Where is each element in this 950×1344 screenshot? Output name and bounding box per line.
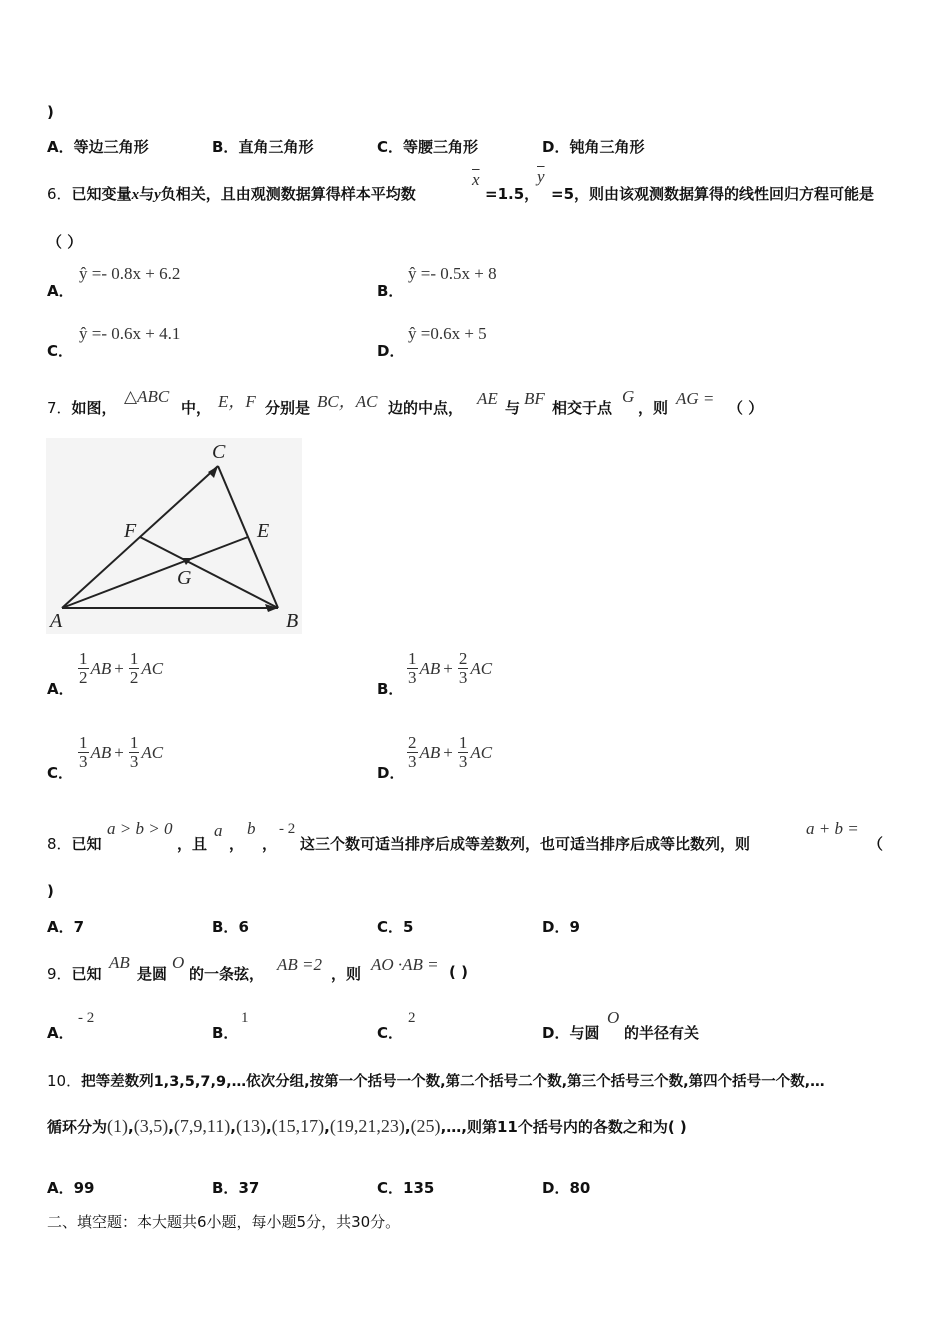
option-letter: B．: [212, 138, 239, 156]
q9-math-o: O: [172, 953, 185, 972]
fraction: $\frac{1}{3}$: [79, 733, 88, 771]
q8-option-a[interactable]: A．7: [47, 918, 85, 936]
label-g: G: [177, 567, 192, 589]
fraction: $\frac{1}{3}$: [458, 733, 468, 771]
q9-option-a-value: - 2: [78, 1010, 95, 1026]
q9-math-ab2: AB =2: [277, 955, 322, 974]
q7-option-b-formula: $\frac{1}{3}$ AB + $\frac{2}{3}$ AC: [408, 649, 493, 687]
q7-option-c-letter[interactable]: C．: [47, 764, 74, 782]
q8-option-b[interactable]: B．6: [212, 918, 249, 936]
option-text: 直角三角形: [238, 138, 314, 156]
group: (13): [235, 1116, 266, 1136]
q6-option-d-letter[interactable]: D．: [377, 342, 405, 360]
group: (25): [410, 1116, 441, 1136]
q7-text: 相交于点: [552, 399, 613, 417]
question-number: 10．: [47, 1072, 82, 1090]
q6-stem-cont2: =5，则由该观测数据算得的线性回归方程可能是: [551, 185, 875, 203]
q9-option-b-letter[interactable]: B．: [212, 1024, 239, 1042]
option-text: 等腰三角形: [403, 138, 479, 156]
q7-math-bcac: BC，AC: [317, 392, 378, 411]
q7-paren: （ ）: [728, 399, 764, 417]
q9-text: ，则: [331, 965, 362, 983]
q5-option-d[interactable]: [542, 136, 644, 157]
question-number: 7．: [47, 399, 72, 417]
label-b: B: [286, 610, 299, 632]
q9-option-d[interactable]: D．与圆: [542, 1024, 600, 1042]
q10-option-b[interactable]: B．37: [212, 1179, 260, 1197]
q7-option-d-formula: $\frac{2}{3}$ AB + $\frac{1}{3}$ AC: [408, 733, 493, 771]
option-letter: D．: [542, 138, 570, 156]
q7-math-bf: BF: [524, 389, 545, 408]
q8-text: ，且: [177, 835, 208, 853]
var-x: x: [131, 187, 140, 203]
option-text: 等边三角形: [73, 138, 149, 156]
q7-math-ag: AG =: [676, 389, 715, 408]
q8-paren: ): [47, 882, 54, 900]
label-e: E: [257, 520, 270, 542]
option-text: 钝角三角形: [569, 138, 645, 156]
label-c: C: [212, 441, 226, 463]
var-y: y: [154, 187, 161, 203]
q8-math-neg2: - 2: [279, 821, 296, 837]
q8-option-c[interactable]: C．5: [377, 918, 414, 936]
y-bar: $\overline{y}$: [537, 167, 545, 186]
fraction: $\frac{1}{2}$: [79, 649, 88, 687]
q8-text: （: [868, 835, 884, 853]
option-letter: C．: [377, 138, 404, 156]
section-title: 二、填空题：本大题共6小题，每小题5分，共30分。: [47, 1213, 401, 1231]
q5-option-c[interactable]: [377, 136, 478, 157]
stem-text: 与: [139, 185, 155, 203]
question-number: 6．: [47, 185, 72, 203]
q6-stem: [47, 183, 416, 204]
q5-option-b[interactable]: [212, 136, 313, 157]
q6-option-c-formula: ŷ =- 0.6x + 4.1: [79, 324, 181, 343]
q7-option-d-letter[interactable]: D．: [377, 764, 405, 782]
q7-math-abc: △ABC: [124, 387, 170, 406]
question-number: 9．: [47, 965, 72, 983]
q10-option-a[interactable]: A．99: [47, 1179, 95, 1197]
q7-option-a-letter[interactable]: A．: [47, 680, 74, 698]
fraction: $\frac{2}{3}$: [458, 649, 468, 687]
group: (15,17): [271, 1116, 325, 1136]
q8-math-ineq: a > b > 0: [107, 819, 173, 838]
q6-option-b-formula: ŷ =- 0.5x + 8: [408, 264, 497, 283]
fraction: $\frac{1}{2}$: [129, 649, 139, 687]
q8-text: ，: [262, 835, 278, 853]
q8-option-d[interactable]: D．9: [542, 918, 580, 936]
q7-stem-start: [47, 397, 117, 418]
q6-option-c-letter[interactable]: C．: [47, 342, 74, 360]
q8-math-b: b: [247, 819, 256, 838]
q6-paren: （ ）: [47, 233, 83, 251]
group: (7,9,11): [173, 1116, 231, 1136]
q10-option-c[interactable]: C．135: [377, 1179, 435, 1197]
group: (1): [107, 1116, 129, 1136]
q7-option-c-formula: $\frac{1}{3}$ AB + $\frac{1}{3}$ AC: [79, 733, 164, 771]
stem-text: 如图，: [71, 399, 117, 417]
x-bar: $\overline{x}$: [472, 170, 480, 189]
q7-math-g: G: [622, 387, 635, 406]
label-f: F: [124, 520, 137, 542]
q9-math-dot: AO ·AB =: [371, 955, 439, 974]
q7-text: 中，: [181, 399, 212, 417]
q8-text: ，: [229, 835, 245, 853]
q10-stem-line1: 10．把等差数列1,3,5,7,9,…依次分组,按第一个括号一个数,第二个括号二个数,第三个括号三个数,第四个括号一个数,…: [47, 1072, 825, 1090]
q9-stem-start: 9．已知: [47, 965, 102, 983]
q9-text: 是圆: [137, 965, 168, 983]
q10-option-d[interactable]: D．80: [542, 1179, 591, 1197]
q8-math-a: a: [214, 821, 223, 840]
q7-option-b-letter[interactable]: B．: [377, 680, 404, 698]
q9-text: 的一条弦，: [189, 965, 265, 983]
q5-option-a[interactable]: [47, 136, 149, 157]
label-a: A: [50, 610, 63, 632]
q6-option-a-formula: ŷ =- 0.8x + 6.2: [79, 264, 181, 283]
q9-paren: ( ): [449, 963, 468, 981]
group: (19,21,23): [329, 1116, 405, 1136]
q6-option-b-letter[interactable]: B．: [377, 282, 404, 300]
q8-math-sum: a + b =: [806, 819, 859, 838]
q9-math-ab: AB: [109, 953, 130, 972]
q7-math-ef: E，F: [218, 392, 256, 411]
q9-option-d-o: O: [607, 1008, 620, 1027]
q5-paren: ): [47, 103, 54, 121]
q9-option-d-text: 的半径有关: [624, 1024, 700, 1042]
fraction: $\frac{2}{3}$: [408, 733, 417, 771]
fraction: $\frac{1}{3}$: [129, 733, 139, 771]
q7-option-a-formula: $\frac{1}{2}$ AB + $\frac{1}{2}$ AC: [79, 649, 164, 687]
fraction: $\frac{1}{3}$: [408, 649, 417, 687]
question-number: 8．: [47, 835, 72, 853]
stem-text: 已知变量: [71, 185, 132, 203]
q6-option-a-letter[interactable]: A．: [47, 282, 74, 300]
group: (3,5): [133, 1116, 169, 1136]
stem-text: 负相关，且由观测数据算得样本平均数: [160, 185, 416, 203]
q7-math-ae: AE: [477, 389, 498, 408]
q9-option-c-value: 2: [408, 1010, 416, 1026]
q8-stem-start: 8．已知: [47, 835, 102, 853]
q9-option-b-value: 1: [241, 1010, 249, 1026]
q7-text: 边的中点，: [388, 399, 464, 417]
q6-option-d-formula: ŷ =0.6x + 5: [408, 324, 487, 343]
q7-text: 与: [505, 399, 521, 417]
option-letter: A．: [47, 138, 74, 156]
triangle-figure: [46, 438, 302, 634]
q6-stem-cont: =1.5，: [485, 185, 540, 203]
q9-option-a-letter[interactable]: A．: [47, 1024, 74, 1042]
q7-text: ，则: [638, 399, 669, 417]
q10-stem-line2: 循环分为(1),(3,5),(7,9,11),(13),(15,17),(19,21,23),(25),…,则第11个括号内的各数之和为( ): [47, 1116, 687, 1136]
q7-text: 分别是: [265, 399, 311, 417]
q8-text: 这三个数可适当排序后成等差数列，也可适当排序后成等比数列，则: [300, 835, 751, 853]
q9-option-c-letter[interactable]: C．: [377, 1024, 404, 1042]
